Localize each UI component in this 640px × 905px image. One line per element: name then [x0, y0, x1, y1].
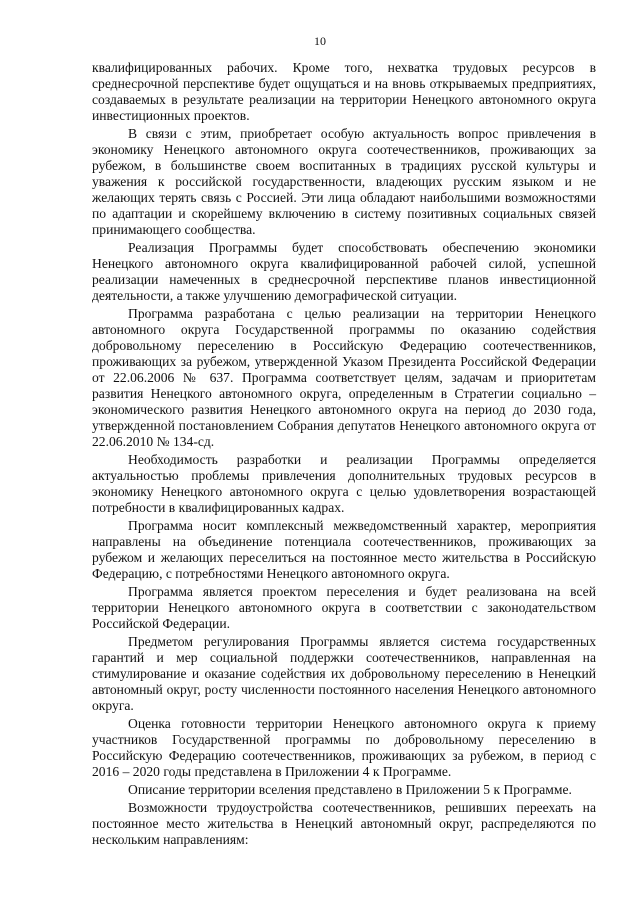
paragraph: Реализация Программы будет способствовать обеспечению экономики Ненецкого автономного округа квалифицированной рабочей силой, успешной реализации намеченных в среднесрочной перспективе планов инвестиционной деятельности, а также улучшению демографической ситуации.	[92, 240, 596, 303]
paragraph: Программа носит комплексный межведомственный характер, мероприятия направлены на объединение потенциала соотечественников, проживающих за рубежом и желающих переселиться на постоянное место жительства в Российскую Федерацию, с потребностями Ненецкого автономного округа.	[92, 518, 596, 581]
paragraph: Программа является проектом переселения и будет реализована на всей территории Ненецкого автономного округа в соответствии с законодательством Российской Федерации.	[92, 584, 596, 631]
paragraph: Необходимость разработки и реализации Программы определяется актуальностью проблемы привлечения дополнительных трудовых ресурсов в экономику Ненецкого автономного округа с целью удовлетворения возрастающей потребности в квалифицированных кадрах.	[92, 452, 596, 515]
paragraph: Описание территории вселения представлено в Приложении 5 к Программе.	[128, 782, 572, 797]
paragraph: В связи с этим, приобретает особую актуальность вопрос привлечения в экономику Ненецкого автономного округа соотечественников, проживающих за рубежом, в большинстве своем воспитанных в традициях русской культуры и уважения к российской государственности, владеющих русским языком и не желающих терять связь с Россией. Эти лица обладают наибольшими возможностями по адаптации и скорейшему включению в систему позитивных социальных связей принимающего сообщества.	[92, 126, 596, 237]
paragraph: Программа разработана с целью реализации на территории Ненецкого автономного округа Государственной программы по оказанию содействия добровольному переселению в Российскую Федерацию соотечественников, проживающих за рубежом, утвержденной Указом Президента Российской Федерации от 22.06.2006 № 637. Программа соответствует целям, задачам и приоритетам развития Ненецкого автономного округа, определенным в Стратегии социально – экономического развития Ненецкого автономного округа на период до 2030 года, утвержденной постановлением Собрания депутатов Ненецкого автономного округа от 22.06.2010 № 134-сд.	[92, 306, 596, 449]
paragraph: Предметом регулирования Программы является система государственных гарантий и мер социальной поддержки соотечественников, направленная на стимулирование и оказание содействия их добровольному переселению в Ненецкий автономный округ, росту численности постоянного населения Ненецкого автономного округа.	[92, 634, 596, 713]
page-number: 10	[314, 34, 326, 48]
paragraph: Оценка готовности территории Ненецкого автономного округа к приему участников Государственной программы по добровольному переселению в Российскую Федерацию соотечественников, проживающих за рубежом, в период с 2016 – 2020 годы представлена в Приложении 4 к Программе.	[92, 716, 596, 779]
document-body	[92, 60, 596, 850]
paragraph: квалифицированных рабочих. Кроме того, нехватка трудовых ресурсов в среднесрочной перспективе будет ощущаться и на вновь открываемых предприятиях, создаваемых в результате реализации на территории Ненецкого автономного округа инвестиционных проектов.	[92, 60, 596, 123]
paragraph: Возможности трудоустройства соотечественников, решивших переехать на постоянное место жительства в Ненецкий автономный округ, распределяются по нескольким направлениям:	[92, 800, 596, 847]
